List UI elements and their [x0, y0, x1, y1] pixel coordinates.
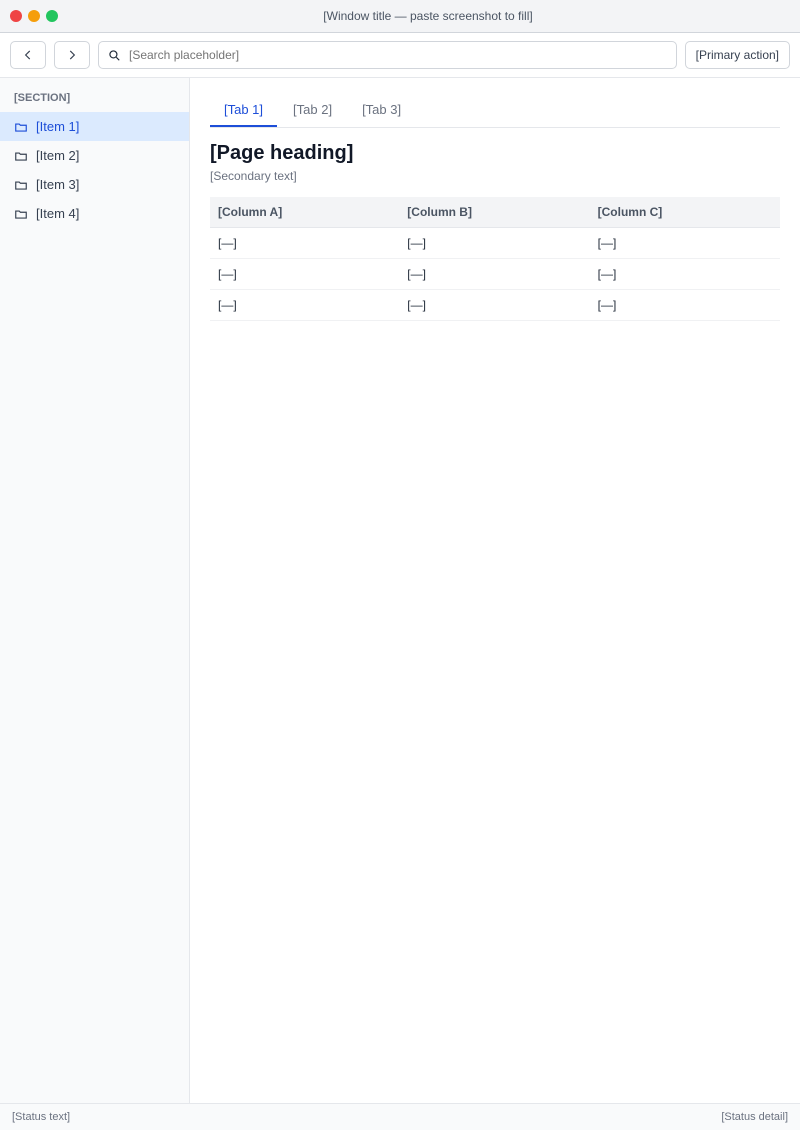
- page-title: [Page heading]: [210, 142, 354, 164]
- table-cell: [—]: [399, 228, 589, 259]
- minimize-window-button[interactable]: [28, 10, 40, 22]
- table-row[interactable]: [210, 228, 780, 259]
- sidebar-item-label: [Item 2]: [36, 148, 80, 163]
- window-controls: [10, 10, 58, 22]
- search-icon: [107, 48, 121, 62]
- table-cell: [—]: [590, 290, 780, 321]
- table-cell: [—]: [590, 259, 780, 290]
- data-table: [210, 197, 780, 321]
- table-cell: [—]: [210, 259, 399, 290]
- table-row[interactable]: [210, 290, 780, 321]
- page-subtitle: [Secondary text]: [210, 169, 297, 183]
- tab-bar: [210, 94, 780, 128]
- title-bar: [0, 0, 800, 33]
- sidebar-item-label: [Item 3]: [36, 177, 80, 192]
- folder-icon: [14, 120, 28, 134]
- tab-1[interactable]: [Tab 1]: [210, 94, 277, 127]
- main-panel: [190, 78, 800, 1103]
- column-header[interactable]: [Column A]: [210, 197, 399, 228]
- table-cell: [—]: [590, 228, 780, 259]
- sidebar-item[interactable]: [0, 199, 189, 228]
- toolbar: [0, 33, 800, 78]
- table-row[interactable]: [210, 259, 780, 290]
- back-button[interactable]: [10, 41, 46, 69]
- maximize-window-button[interactable]: [46, 10, 58, 22]
- table-cell: [—]: [399, 290, 589, 321]
- forward-button[interactable]: [54, 41, 90, 69]
- column-header[interactable]: [Column C]: [590, 197, 780, 228]
- folder-icon: [14, 178, 28, 192]
- sidebar-item[interactable]: [0, 141, 189, 170]
- primary-action-button[interactable]: [Primary action]: [685, 41, 790, 69]
- column-header[interactable]: [Column B]: [399, 197, 589, 228]
- close-window-button[interactable]: [10, 10, 22, 22]
- content-area: [0, 78, 800, 1103]
- tab-2[interactable]: [Tab 2]: [293, 102, 333, 117]
- table-cell: [—]: [210, 228, 399, 259]
- table-cell: [—]: [210, 290, 399, 321]
- arrow-right-icon: [65, 48, 79, 62]
- sidebar: [0, 78, 190, 1103]
- sidebar-item-label: [Item 4]: [36, 206, 80, 221]
- status-bar: [0, 1103, 800, 1130]
- sidebar-item-label: [Item 1]: [36, 119, 80, 134]
- folder-icon: [14, 207, 28, 221]
- sidebar-item[interactable]: [0, 112, 189, 141]
- search-input[interactable]: [127, 47, 668, 63]
- folder-icon: [14, 149, 28, 163]
- window-title: [Window title — paste screenshot to fill]: [323, 9, 533, 23]
- table-header-row: [210, 197, 780, 228]
- status-right: [Status detail]: [721, 1111, 788, 1123]
- status-left: [Status text]: [12, 1111, 71, 1123]
- search-box[interactable]: [98, 41, 677, 69]
- sidebar-item[interactable]: [0, 170, 189, 199]
- tab-3[interactable]: [Tab 3]: [362, 102, 402, 117]
- sidebar-heading: [SECTION]: [14, 92, 71, 104]
- table-cell: [—]: [399, 259, 589, 290]
- arrow-left-icon: [21, 48, 35, 62]
